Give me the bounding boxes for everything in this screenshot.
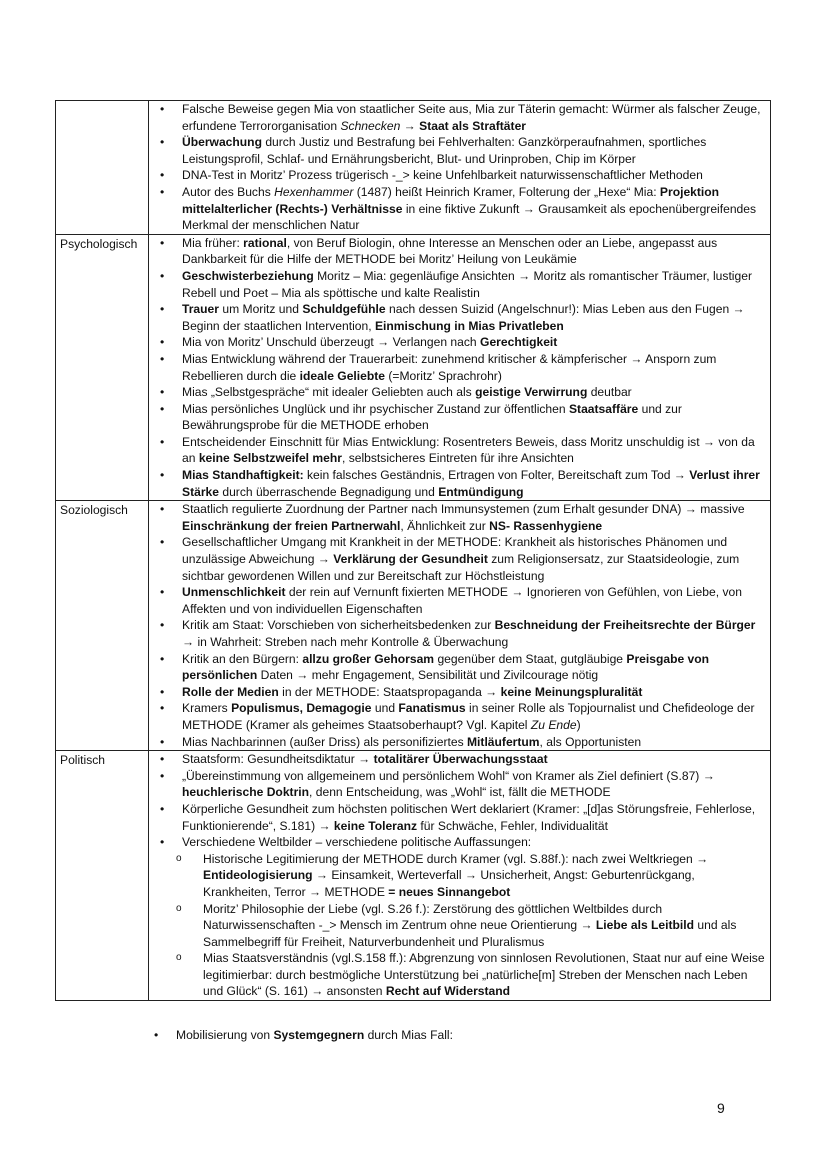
list-item — [149, 167, 766, 184]
bold-text: Rolle der Medien — [182, 684, 279, 699]
text-run: → in Wahrheit: Streben nach mehr Kontrolle & Überwachung — [182, 635, 509, 649]
text-run: gegenüber dem Staat, gutgläubige — [434, 651, 627, 666]
text-run: Verschiedene Weltbilder – verschiedene politische Auffassungen: — [182, 835, 532, 850]
text-run: , Ähnlichkeit zur — [400, 518, 490, 533]
list-item — [149, 434, 766, 467]
text-run: der rein auf Vernunft fixierten METHODE → Ignorieren von Gefühlen, von Liebe, von Affekten und von individuellen Eigenschaften — [182, 585, 742, 616]
list-item — [149, 801, 766, 834]
text-run: , selbstsicheres Eintreten für ihre Ansichten — [341, 451, 574, 466]
row-label: Psychologisch — [56, 234, 149, 501]
bold-text: NS- Rassenhygiene — [489, 518, 603, 533]
text-run: Historische Legitimierung der METHODE durch Kramer (vgl. S.88f.): nach zwei Weltkriegen → — [203, 851, 709, 866]
bold-text: geistige Verwirrung — [475, 385, 588, 400]
table-row — [56, 234, 771, 501]
bold-text: Geschwisterbeziehung — [182, 268, 314, 283]
text-run: Mobilisierung von — [176, 1028, 274, 1042]
analysis-table — [55, 100, 771, 1001]
list-item — [149, 384, 766, 401]
text-run: „Übereinstimmung von allgemeinem und persönlichem Wohl“ von Kramer als Ziel definiert (S.87) → — [182, 768, 715, 783]
bold-text: Mitläufertum — [466, 734, 540, 749]
text-run: (=Moritz’ Sprachrohr) — [385, 368, 502, 383]
list-item — [149, 584, 766, 617]
bold-text: Einschränkung der freien Partnerwahl — [182, 518, 401, 533]
text-run: in der METHODE: Staatspropaganda → — [278, 684, 501, 699]
list-item — [149, 901, 766, 951]
text-run: und zur Bewährungsprobe für die METHODE erhoben — [182, 401, 682, 433]
text-run: um Moritz und — [218, 302, 303, 317]
bold-text: Projektion mittelalterlicher (Rechts-) Verhältnisse — [182, 184, 720, 216]
list-item — [149, 617, 766, 650]
list-item — [149, 401, 766, 434]
bold-text: Preisgabe von persönlichen — [182, 651, 710, 683]
bold-text: Fanatismus — [398, 701, 466, 716]
text-run: → — [400, 118, 420, 133]
text-run: Mia von Moritz’ Unschuld überzeugt → Verlangen nach — [182, 335, 481, 350]
italic-text: Schnecken — [340, 118, 401, 133]
text-run: Kramers — [182, 701, 232, 716]
list-item — [149, 334, 766, 351]
bold-text: Verklärung der Gesundheit — [333, 552, 488, 567]
text-run: Daten → mehr Engagement, Sensibilität und Zivilcourage nötig — [257, 668, 599, 683]
list-item — [149, 834, 766, 851]
row-label: Politisch — [56, 751, 149, 1001]
table-row — [56, 101, 771, 235]
text-run: DNA-Test in Moritz’ Prozess trügerisch -_> keine Unfehlbarkeit naturwissenschaftlicher Methoden — [182, 168, 703, 183]
text-run: kein falsches Geständnis, Ertragen von Folter, Bereitschaft zum Tod → — [303, 468, 690, 483]
bullet-list — [149, 501, 766, 750]
list-item — [149, 700, 766, 733]
text-run: → Einsamkeit, Werteverfall → Unsicherheit, Angst: Geburtenrückgang, Krankheiten, Terror → METHODE — [203, 868, 695, 899]
bold-text: Staat als Straftäter — [419, 118, 526, 133]
list-item — [149, 768, 766, 801]
text-run: Moritz – Mia: gegenläufige Ansichten → Moritz als romantischer Träumer, lustiger Rebell und Poet – Mia als spöttische und kalte Realistin — [182, 268, 752, 300]
italic-text: Zu Ende — [530, 717, 577, 732]
list-item — [149, 351, 766, 384]
bold-text: Mias Standhaftigkeit: — [182, 468, 304, 483]
text-run: Mia früher: — [182, 235, 244, 250]
text-run: Entscheidender Einschnitt für Mias Entwicklung: Rosentreters Beweis, dass Moritz unschuldig ist → von da an — [182, 434, 755, 466]
bold-text: Recht auf Widerstand — [385, 984, 511, 999]
bold-text: Trauer — [182, 302, 219, 317]
list-item — [149, 684, 766, 701]
text-run: und — [371, 701, 399, 716]
text-run: Kritik an den Bürgern: — [182, 651, 303, 666]
text-run: Mias Nachbarinnen (außer Driss) als personifiziertes — [182, 734, 467, 749]
bold-text: Schuldgefühle — [302, 302, 386, 317]
text-run: Mias Staatsverständnis (vgl.S.158 ff.): Abgrenzung von sinnlosen Revolutionen, Staat nur auf eine Weise legitimierbar: durch bestmögliche Unterstützung bei „natürliche[m] Streben der Menschen nach Leben und Glück“ (S. 161) → ansonsten — [203, 951, 765, 999]
bullet-list — [149, 101, 766, 234]
list-item — [149, 301, 766, 334]
list-item — [149, 235, 766, 268]
text-run: Moritz’ Philosophie der Liebe (vgl. S.26 f.): Zerstörung des göttlichen Weltbildes durch Naturwissenschaften -_> Mensch im Zentrum ohne neue Orientierung → — [203, 901, 663, 933]
bold-text: Entmündigung — [438, 484, 524, 499]
bold-text: Populismus, Demagogie — [231, 701, 372, 716]
bold-text: = neues Sinnangebot — [388, 884, 511, 899]
list-item — [149, 101, 766, 134]
list-item — [149, 734, 766, 751]
text-run: , von Beruf Biologin, ohne Interesse an Menschen oder an Liebe, angepasst aus Dankbarkeit für die Hilfe der METHODE bei Moritz’ Heilung von Leukämie — [182, 235, 718, 267]
text-run: ) — [576, 717, 581, 732]
list-item — [143, 1027, 763, 1044]
text-run: Autor des Buchs — [182, 184, 275, 199]
row-label: Soziologisch — [56, 501, 149, 751]
text-run: in eine fiktive Zukunft → Grausamkeit als epochenübergreifendes Merkmal der menschlichen Natur — [182, 201, 757, 233]
bold-text: Systemgegnern — [273, 1028, 365, 1042]
table-row — [56, 501, 771, 751]
bold-text: rational — [243, 235, 287, 250]
text-run: für Schwäche, Fehler, Individualität — [417, 818, 608, 833]
text-run: Mias „Selbstgespräche“ mit idealer Geliebten auch als — [182, 385, 476, 400]
text-run: nach dessen Suizid (Angelschnur!): Mias Leben aus den Fugen → Beginn der staatlichen Intervention, — [182, 302, 745, 333]
row-label — [56, 101, 149, 235]
bold-text: keine Selbstzweifel mehr — [198, 451, 342, 466]
bold-text: Unmenschlichkeit — [182, 585, 286, 600]
list-item — [149, 651, 766, 684]
text-run: Kritik am Staat: Vorschieben von sicherheitsbedenken zur — [182, 618, 495, 633]
bold-text: Überwachung — [182, 135, 262, 150]
text-run: Staatsform: Gesundheitsdiktatur → — [182, 752, 374, 767]
text-run: durch Justiz und Bestrafung bei Fehlverhalten: Ganzkörperaufnahmen, sportliches Leistungsprofil, Schlaf- und Ernährungsbericht, Blut- und Urinproben, Chip im Körper — [182, 135, 707, 166]
text-run: (1487) heißt Heinrich Kramer, Folterung der „Hexe“ Mia: — [353, 184, 660, 199]
text-run: Mias Entwicklung während der Trauerarbeit: zunehmend kritischer & kämpferischer → Ansporn zum Rebellieren durch die — [182, 351, 717, 383]
text-run: , als Opportunisten — [539, 734, 642, 749]
bold-text: keine Toleranz — [333, 818, 418, 833]
text-run: durch überraschende Begnadigung und — [218, 484, 439, 499]
bold-text: totalitärer Überwachungsstaat — [373, 752, 548, 767]
bold-text: Staatsaffäre — [568, 401, 639, 416]
sub-bullet-list — [149, 851, 766, 1000]
text-run: Gesellschaftlicher Umgang mit Krankheit in der METHODE: Krankheit als historisches Phänomen und unzulässige Abweichung → — [182, 535, 728, 567]
list-item — [149, 268, 766, 301]
text-run: in seiner Rolle als Topjournalist und Chefideologe der METHODE (Kramer als geheimes Staatsoberhaupt? Vgl. Kapitel — [182, 701, 755, 732]
text-run: , denn Entscheidung, was „Wohl“ ist, fällt die METHODE — [309, 785, 611, 800]
list-item — [149, 184, 766, 234]
bold-text: allzu großer Gehorsam — [302, 651, 435, 666]
bold-text: Beschneidung der Freiheitsrechte der Bürger — [494, 618, 756, 633]
text-run: deutbar — [587, 385, 632, 400]
bullet-list — [149, 235, 766, 501]
page-number: 9 — [717, 1100, 725, 1116]
list-item — [149, 950, 766, 1000]
bold-text: heuchlerische Doktrin — [182, 785, 310, 800]
list-item — [149, 534, 766, 584]
text-run: zum Religionsersatz, zur Staatsideologie, zum sichtbar gewordenen Willen und zur Bereitschaft zur Höchstleistung — [182, 552, 740, 583]
text-run: und als Sammelbegriff für Freiheit, Naturverbundenheit und Pluralismus — [203, 918, 737, 949]
text-run: Mias persönliches Unglück und ihr psychischer Zustand zur öffentlichen — [182, 401, 569, 416]
bold-text: keine Meinungspluralität — [500, 684, 643, 699]
bold-text: ideale Geliebte — [299, 368, 386, 383]
list-item — [149, 467, 766, 500]
list-item — [149, 851, 766, 901]
table-row — [56, 751, 771, 1001]
bullet-list — [149, 751, 766, 851]
bold-text: Gerechtigkeit — [480, 335, 558, 350]
text-run: durch Mias Fall: — [364, 1028, 453, 1042]
text-run: Körperliche Gesundheit zum höchsten politischen Wert deklariert (Kramer: „[d]as Störungsfreie, Fehlerlose, Funktionierende“, S.181) → — [182, 801, 756, 833]
bold-text: Liebe als Leitbild — [595, 918, 695, 933]
list-item — [149, 751, 766, 768]
bold-text: Einmischung in Mias Privatleben — [374, 318, 564, 333]
list-item — [149, 134, 766, 167]
italic-text: Hexenhammer — [274, 184, 354, 199]
list-item — [149, 501, 766, 534]
bold-text: Entideologisierung — [203, 868, 313, 883]
bold-text: Verlust ihrer Stärke — [182, 468, 760, 499]
text-run: Falsche Beweise gegen Mia von staatlicher Seite aus, Mia zur Täterin gemacht: Würmer als falscher Zeuge, erfundene Terrororganisation — [182, 102, 761, 133]
continued-bullet-list — [143, 1027, 763, 1044]
text-run: Staatlich regulierte Zuordnung der Partner nach Immunsystemen (zum Erhalt gesunder DNA) → massive — [182, 502, 745, 517]
